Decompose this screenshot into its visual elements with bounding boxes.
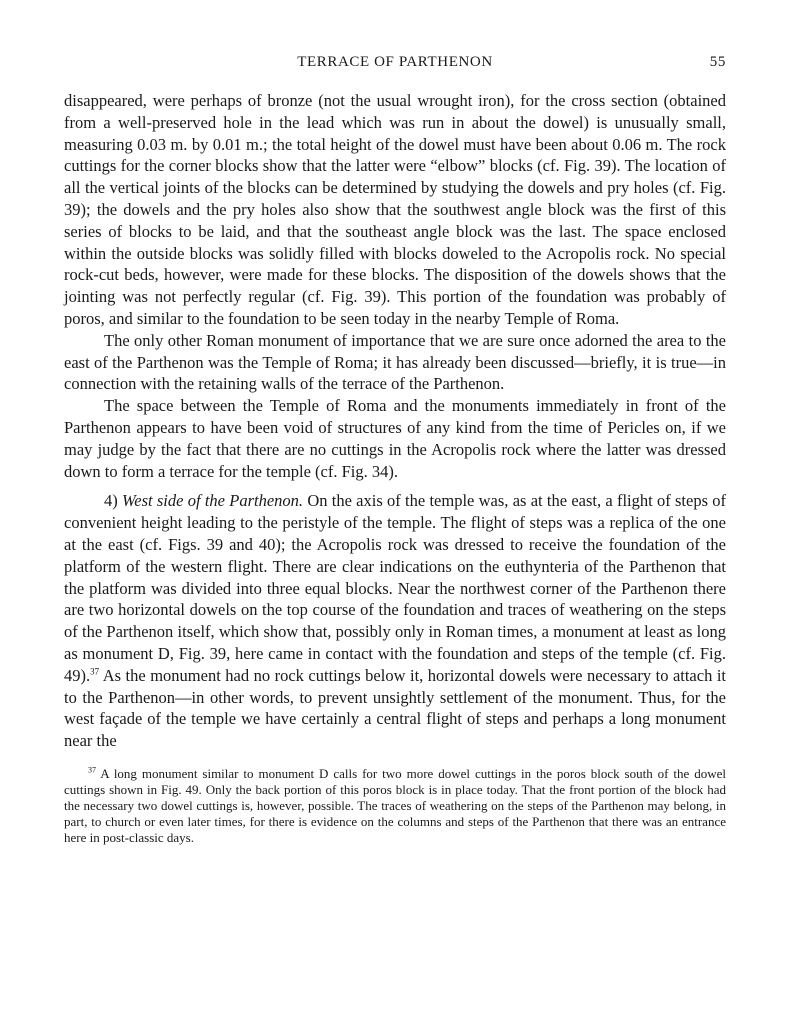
footnote: [64, 766, 726, 846]
footnote-text: A long monument similar to monument D calls for two more dowel cuttings in the poros block south of the dowel cuttings shown in Fig. 49. Only the back portion of this poros block is in place today. That the front portion of the block had the necessary two dowel cuttings is, however, possible. The traces of weathering on the steps of the Parthenon may belong, in part, to church or even later times, for there is evidence on the columns and steps of the Parthenon that there was an entrance here in post-classic days.: [64, 765, 726, 845]
paragraph-temple-of-roma: The only other Roman monument of importance that we are sure once adorned the area to the east of the Parthenon was the Temple of Roma; it has already been discussed—briefly, it is true—in connection with the retaining walls of the terrace of the Parthenon.: [64, 330, 726, 394]
body-text: [64, 90, 726, 752]
section-title: West side of the Parthenon.: [122, 491, 304, 511]
page-number: 55: [709, 54, 726, 70]
paragraph-space-between: The space between the Temple of Roma and the monuments immediately in front of the Parthenon appears to have been void of structures of any kind from the time of Pericles on, if we may judge by the fact that there are no cuttings in the Acropolis rock where the latter was dressed down to form a terrace for the temple (cf. Fig. 34).: [64, 396, 726, 481]
footnotes: [64, 766, 726, 846]
section-text-part2: As the monument had no rock cuttings below it, horizontal dowels were necessary to attach it to the Parthenon—in other words, to prevent unsightly settlement of the monument. Thus, for the west façade of the temple we have certainly a central flight of steps and perhaps a long monument near the: [64, 665, 726, 751]
footnote-number: 37: [88, 765, 96, 775]
paragraph-continued: disappeared, were perhaps of bronze (not the usual wrought iron), for the cross section (obtained from a well-preserved hole in the lead which was run in about the dowel) is unusually small, measuring 0.03 m. by 0.01 m.; the total height of the dowel must have been about 0.06 m. The rock cuttings for the corner blocks show that the latter were “elbow” blocks (cf. Fig. 39). The location of all the vertical joints of the blocks can be determined by studying the dowels and pry holes (cf. Fig. 39); the dowels and the pry holes also show that the southwest angle block was the first of this series of blocks to be laid, and that the southeast angle block was the last. The space enclosed within the outside blocks was solidly filled with blocks doweled to the Acropolis rock. No special rock-cut beds, however, were made for these blocks. The disposition of the dowels shows that the jointing was not perfectly regular (cf. Fig. 39). This portion of the foundation was probably of poros, and similar to the foundation to be seen today in the nearby Temple of Roma.: [64, 91, 726, 328]
section-number: 4): [104, 491, 118, 511]
running-header: [64, 50, 726, 76]
running-title: TERRACE OF PARTHENON: [297, 54, 493, 70]
book-page: [64, 50, 726, 846]
section-text-part1: On the axis of the temple was, as at the east, a flight of steps of convenient height leading to the peristyle of the temple. The flight of steps was a replica of the one at the east (cf. Figs. 39 and 40); the Acropolis rock was dressed to receive the foundation of the platform of the western flight. There are clear indications on the euthynteria of the Parthenon that the platform was divided into three equal blocks. Near the northwest corner of the Parthenon there are two horizontal dowels on the top course of the foundation and traces of weathering on the steps of the Parthenon itself, which show that, possibly only in Roman times, a monument at least as long as monument D, Fig. 39, here came in contact with the foundation and steps of the temple (cf. Fig. 49).: [64, 491, 727, 685]
paragraph-west-side: [64, 490, 726, 752]
footnote-reference: 37: [90, 666, 100, 677]
